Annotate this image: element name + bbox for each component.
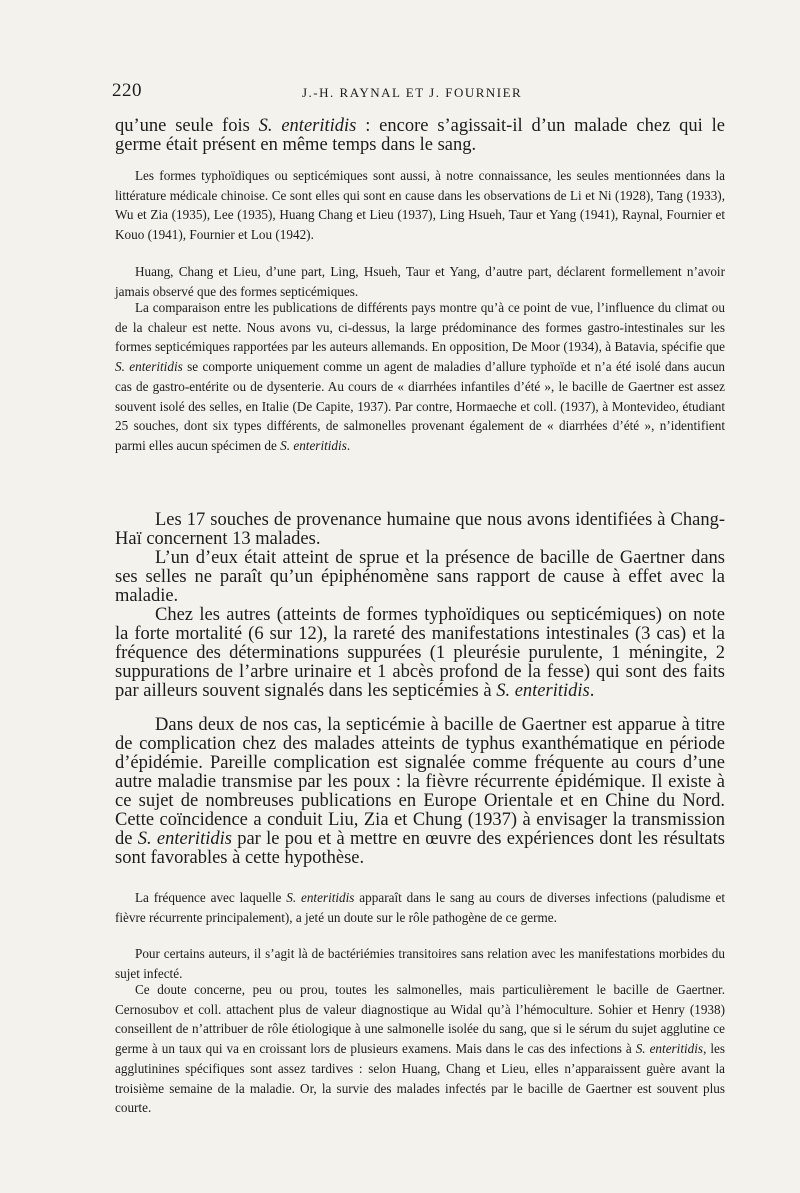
paragraph-sprue-case: L’un d’eux était atteint de sprue et la présence de bacille de Gaertner dans ses selles ne paraît qu’un épiphénomène sans rapport de cause à effet avec la maladie. [115,548,725,606]
paragraph-chinese-literature: Les formes typhoïdiques ou septicémiques sont aussi, à notre connaissance, les seules mentionnées dans la littérature médicale chinoise. Ce sont elles qui sont en cause dans les observations de Li et Ni (1928), Tang (1933), Wu et Zia (1935), Lee (1935), Huang Chang et Lieu (1937), Ling Hsueh, Taur et Yang (1941), Raynal, Fournier et Kouo (1941), Fournier et Lou (1942). [115,168,725,243]
page-header [112,80,732,104]
paragraph-transient-bacteremia: Pour certains auteurs, il s’agit là de bactériémies transitoires sans relation avec les manifestations morbides du sujet infecté. [115,946,725,981]
running-head: J.-H. RAYNAL ET J. FOURNIER [302,85,523,100]
paragraph-mortality: Chez les autres (atteints de formes typhoïdiques ou septicémiques) on note la forte mortalité (6 sur 12), la rareté des manifestations intestinales (3 cas) et la fréquence des déterminations suppurées (1 pleurésie purulente, 1 méningite, 2 suppurations de l’arbre urinaire et 1 abcès profond de la fesse) qui sont des faits par ailleurs souvent signalés dans les septicémies à S. enteritidis. [115,605,725,701]
paragraph-blood-frequency: La fréquence avec laquelle S. enteritidis apparaît dans le sang au cours de diverses infections (paludisme et fièvre récurrente principalement), a jeté un doute sur le rôle pathogène de ce germe. [115,890,726,925]
paragraph-continued: qu’une seule fois S. enteritidis : encore s’agissait-il d’un malade chez qui le germe était présent en même temps dans le sang. [115,116,725,155]
page-number: 220 [112,80,142,101]
paragraph-strains-identified: Les 17 souches de provenance humaine que nous avons identifiées à Chang-Haï concernent 13 malades. [115,510,725,549]
paragraph-typhus-complication: Dans deux de nos cas, la septicémie à bacille de Gaertner est apparue à titre de complication chez des malades atteints de typhus exanthématique en période d’épidémie. Pareille complication est signalée comme fréquente au cours d’une autre maladie transmise par les poux : la fièvre récurrente épidémique. Il existe à ce sujet de nombreuses publications en Europe Orientale et en Chine du Nord. Cette coïncidence a conduit Liu, Zia et Chung (1937) à envisager la transmission de S. enteritidis par le pou et à mettre en œuvre des expériences dont les résultats sont favorables à cette hypothèse. [115,715,725,868]
paragraph-diagnostic-doubt: Ce doute concerne, peu ou prou, toutes les salmonelles, mais particulièrement le bacille de Gaertner. Cernosubov et coll. attachent plus de valeur diagnostique au Widal qu’à l’hémoculture. Sohier et Henry (1938) conseillent de n’attribuer de rôle étiologique à une salmonelle isolée du sang, que si le sérum du sujet agglutine ce germe à un taux qui va en croissant lors de plusieurs examens. Mais dans le cas des infections à S. enteritidis, les agglutinines spécifiques sont assez tardives : selon Huang, Chang et Lieu, elles n’apparaissent guère avant la troisième semaine de la maladie. Or, la survie des malades infectés par le bacille de Gaertner est souvent plus courte. [115,982,725,1116]
paragraph-huang-ling: Huang, Chang et Lieu, d’une part, Ling, Hsueh, Taur et Yang, d’autre part, déclarent formellement n’avoir jamais observé que des formes septicémiques. [115,264,725,299]
paragraph-climate-comparison: La comparaison entre les publications de différents pays montre qu’à ce point de vue, l’influence du climat ou de la chaleur est nette. Nous avons vu, ci-dessus, la large prédominance des formes gastro-intestinales sur les formes septicémiques rapportées par les auteurs allemands. En opposition, De Moor (1934), à Batavia, spécifie que S. enteritidis se comporte uniquement comme un agent de maladies d’allure typhoïde et n’a été isolé dans aucun cas de gastro-entérite ou de dysenterie. Au cours de « diarrhées infantiles d’été », le bacille de Gaertner est assez souvent isolé des selles, en Italie (De Capite, 1937). Par contre, Hormaeche et coll. (1937), à Montevideo, étudiant 25 souches, dont six types différents, de salmonelles provenant également de « diarrhées d’été », n’identifient parmi elles aucun spécimen de S. enteritidis. [115,300,726,453]
